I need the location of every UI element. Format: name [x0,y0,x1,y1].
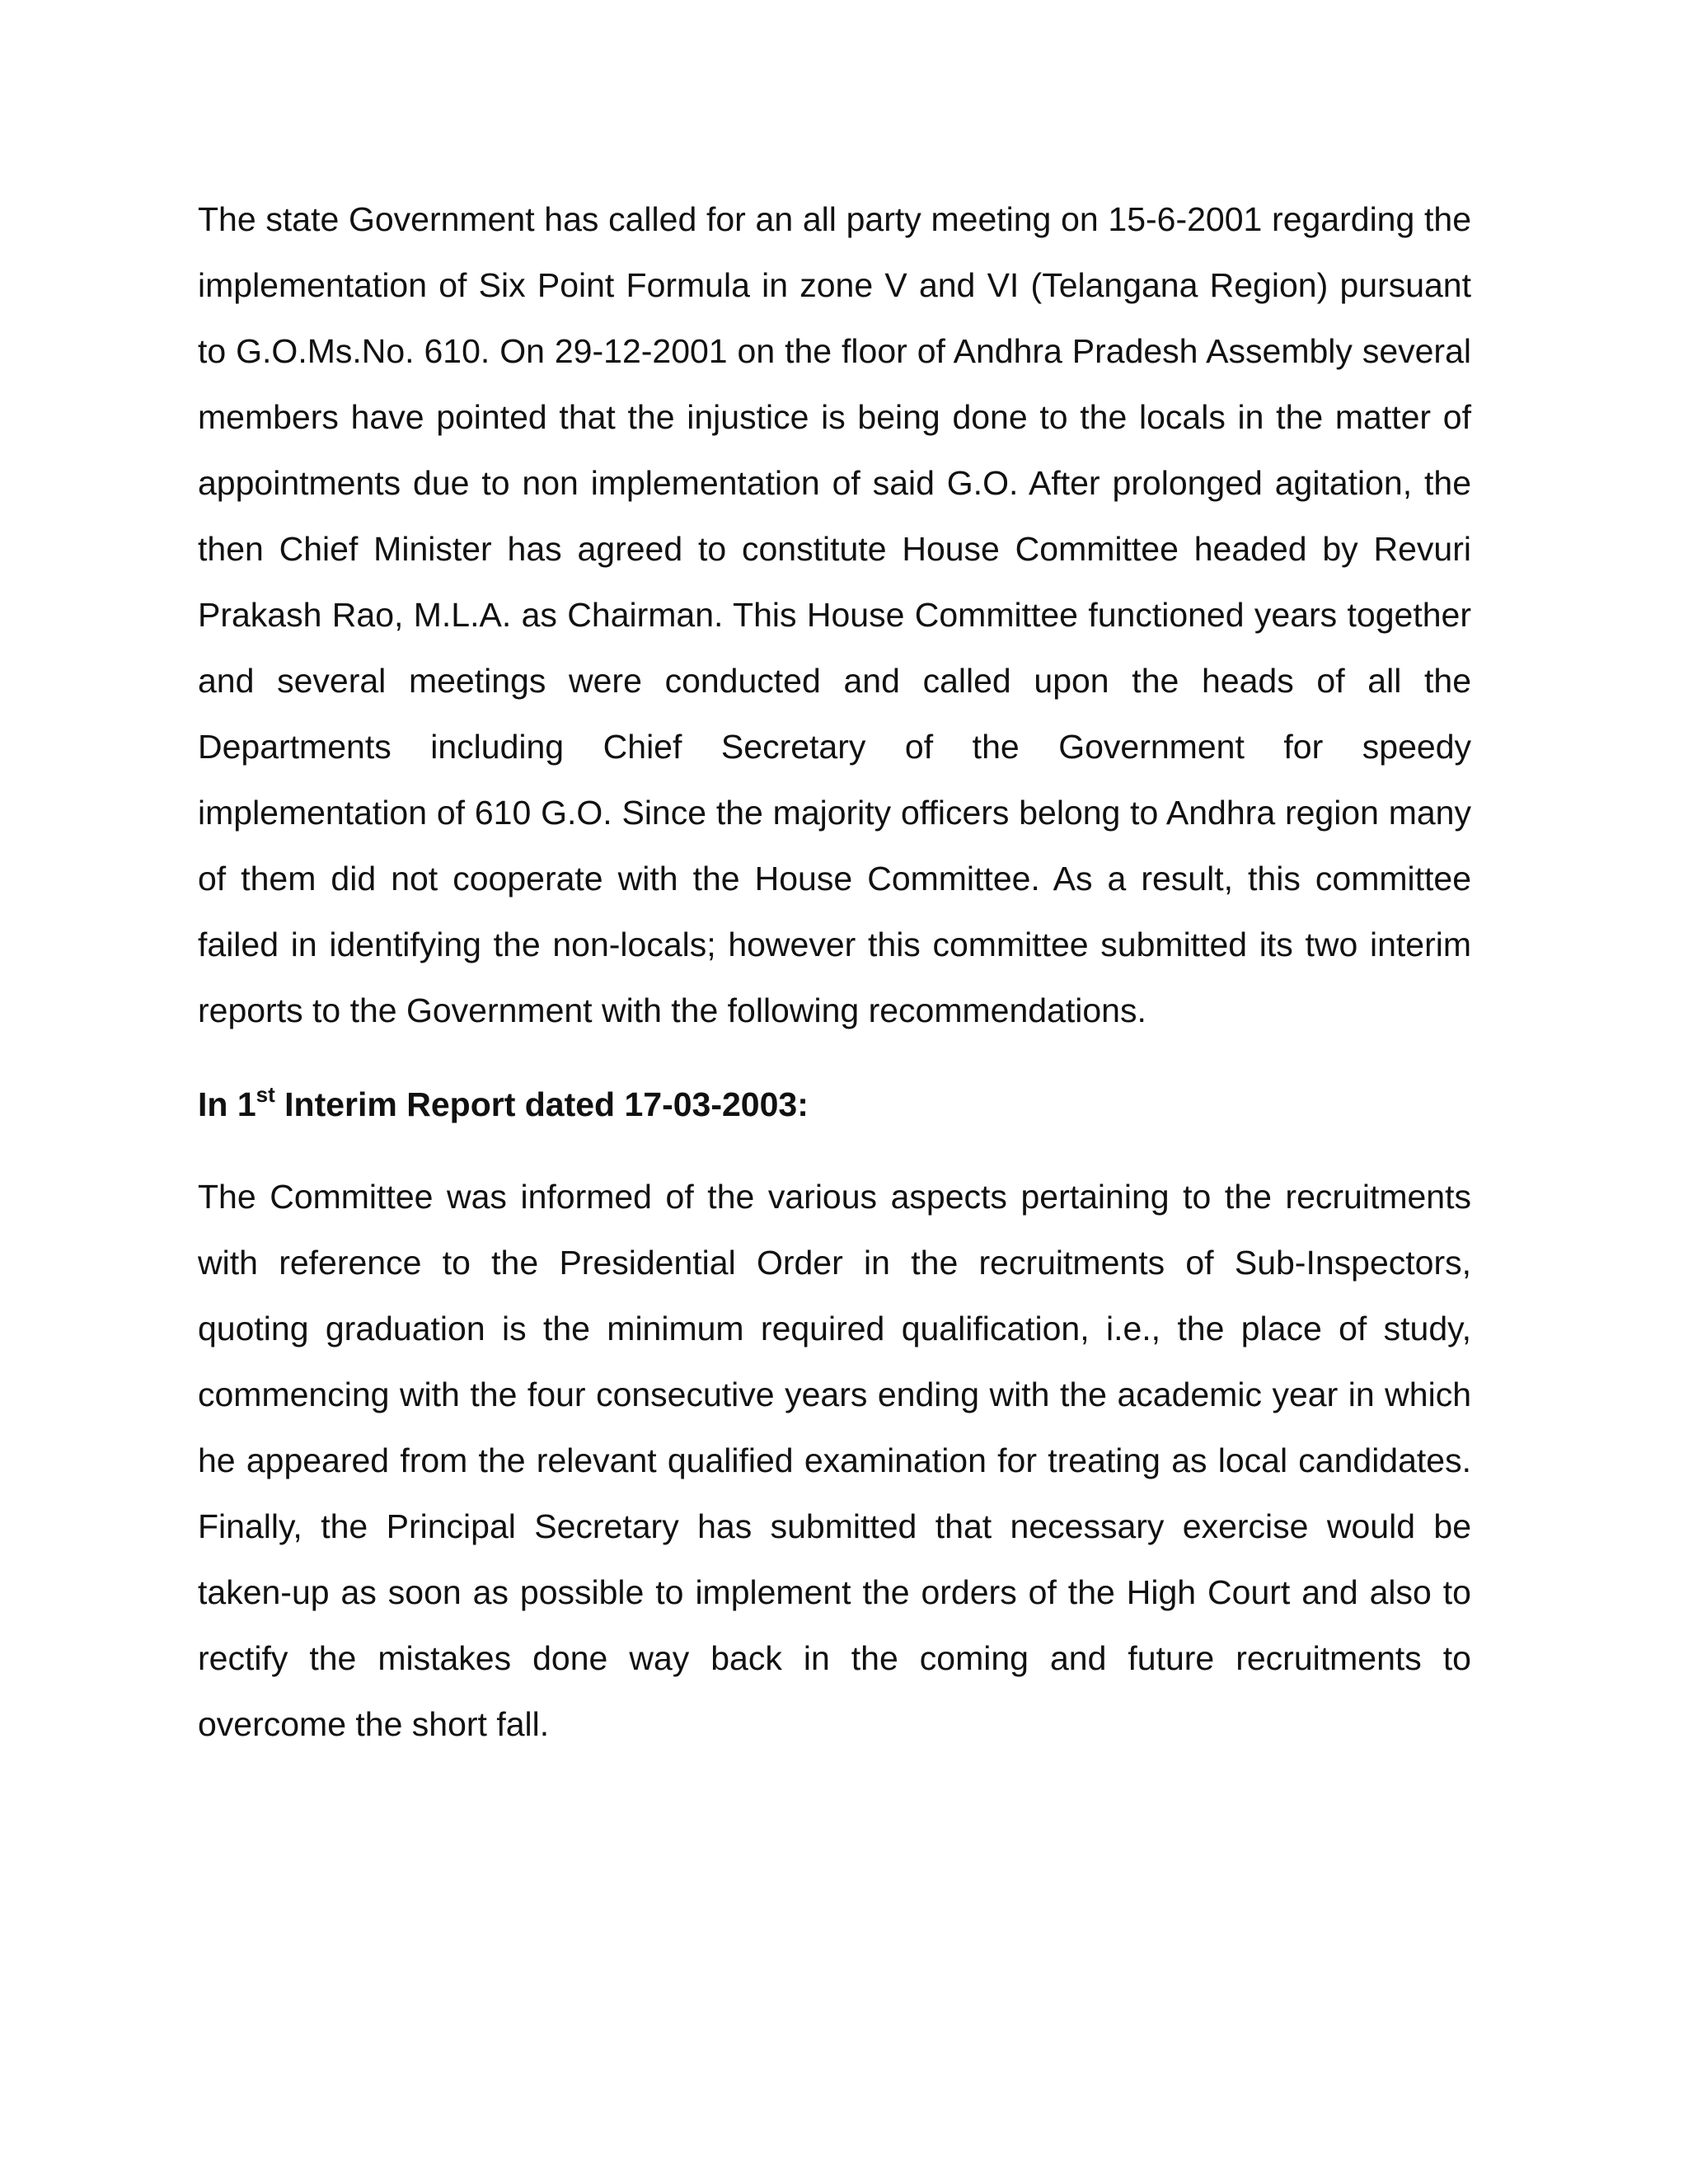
heading-superscript: st [256,1082,275,1108]
heading-suffix: Interim Report dated 17-03-2003: [274,1085,809,1123]
paragraph-intro: The state Government has called for an all party meeting on 15-6-2001 regarding the implementation of Six Point Formula in zone V and VI (Telangana Region) pursuant to G.O.Ms.No. 610. On 29-12-2001 on the floor of Andhra Pradesh Assembly several members have pointed that the injustice is being done to the locals in the matter of appointments due to non implementation of said G.O. After prolonged agitation, the then Chief Minister has agreed to constitute House Committee headed by Revuri Prakash Rao, M.L.A. as Chairman. This House Committee functioned years together and several meetings were conducted and called upon the heads of all the Departments including Chief Secretary of the Government for speedy implementation of 610 G.O. Since the majority officers belong to Andhra region many of them did not cooperate with the House Committee. As a result, this committee failed in identifying the non-locals; however this committee submitted its two interim reports to the Government with the following recommendations. [198,200,1471,1029]
paragraph-interim-report: The Committee was informed of the various aspects pertaining to the recruitments with reference to the Presidential Order in the recruitments of Sub-Inspectors, quoting graduation is the minimum required qualification, i.e., the place of study, commencing with the four consecutive years ending with the academic year in which he appeared from the relevant qualified examination for treating as local candidates. Finally, the Principal Secretary has submitted that necessary exercise would be taken-up as soon as possible to implement the orders of the High Court and also to rectify the mistakes done way back in the coming and future recruitments to overcome the short fall. [198,1178,1471,1743]
heading-prefix: In 1 [198,1085,256,1123]
document-body [198,186,1471,1757]
section-heading [198,1071,1471,1137]
